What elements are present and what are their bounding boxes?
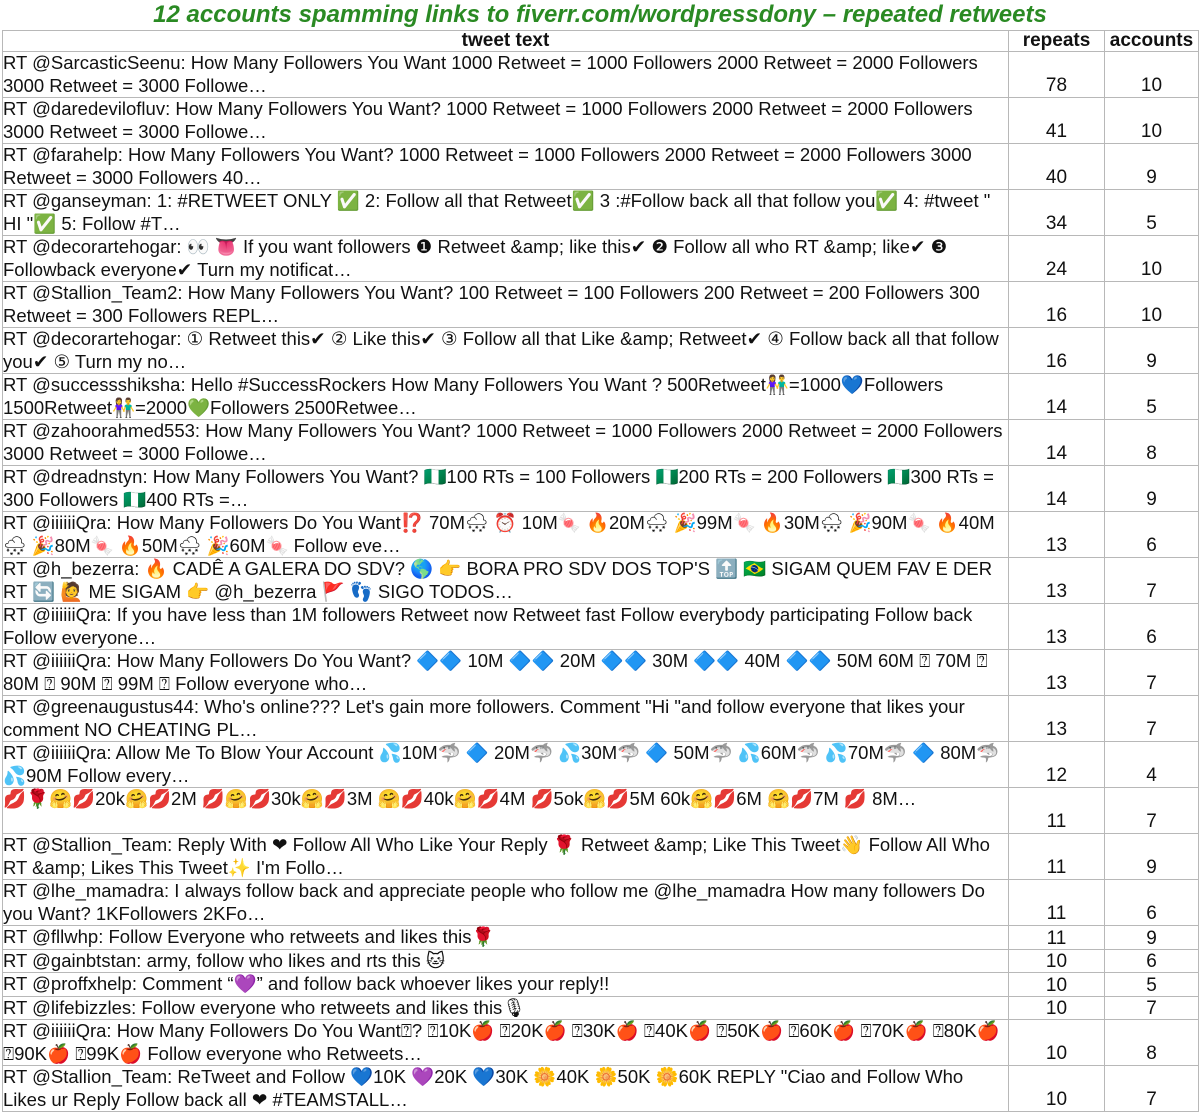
tweet-text-cell: RT @ganseyman: 1: #RETWEET ONLY ✅ 2: Follow all that Retweet✅ 3 :#Follow back all that follow you✅ 4: #tweet " HI "✅ 5: Follow #T… [3,190,1009,236]
repeats-cell: 14 [1009,466,1105,512]
header-tweet-text: tweet text [3,31,1009,52]
repeats-cell: 14 [1009,374,1105,420]
tweet-text-cell: RT @iiiiiiQra: How Many Followers Do You Want⁉️ 70M🌨 ⏰ 10M🍬 🔥20M🌨 🎉99M🍬 🔥30M🌨 🎉90M🍬 🔥40M🌨 🎉80M🍬 🔥50M🌨 🎉60M🍬 Follow eve… [3,512,1009,558]
accounts-cell: 6 [1105,512,1199,558]
tweet-text-cell: RT @iiiiiiQra: If you have less than 1M followers Retweet now Retweet fast Follow everybody participating Follow back Follow everyone… [3,604,1009,650]
accounts-cell: 4 [1105,742,1199,788]
accounts-cell: 7 [1105,558,1199,604]
table-row [3,1066,1199,1112]
accounts-cell: 5 [1105,374,1199,420]
repeats-cell: 10 [1009,1066,1105,1112]
accounts-cell: 6 [1105,949,1199,973]
retweet-table [2,30,1199,1112]
tweet-text-cell: RT @proffxhelp: Comment “💜” and follow back whoever likes your reply!! [3,973,1009,997]
tweet-text-cell: RT @daredevilofluv: How Many Followers You Want? 1000 Retweet = 1000 Followers 2000 Retweet = 2000 Followers 3000 Retweet = 3000 Followe… [3,98,1009,144]
table-row [3,788,1199,834]
accounts-cell: 8 [1105,420,1199,466]
accounts-cell: 5 [1105,973,1199,997]
table-row [3,604,1199,650]
table-row [3,374,1199,420]
table-row [3,144,1199,190]
accounts-cell: 10 [1105,98,1199,144]
accounts-cell: 6 [1105,880,1199,926]
repeats-cell: 16 [1009,282,1105,328]
repeats-cell: 10 [1009,973,1105,997]
repeats-cell: 10 [1009,1020,1105,1066]
repeats-cell: 11 [1009,926,1105,950]
tweet-text-cell: RT @Stallion_Team: ReTweet and Follow 💙10K 💜20K 💙30K 🌼40K 🌼50K 🌼60K REPLY "Ciao and Follow Who Likes ur Reply Follow back all ❤ #TEAMSTALL… [3,1066,1009,1112]
accounts-cell: 7 [1105,696,1199,742]
accounts-cell: 6 [1105,604,1199,650]
tweet-text-cell: RT @fllwhp: Follow Everyone who retweets and likes this🌹 [3,926,1009,950]
accounts-cell: 7 [1105,996,1199,1020]
table-row [3,236,1199,282]
table-row [3,880,1199,926]
tweet-text-cell: RT @h_bezerra: 🔥 CADÊ A GALERA DO SDV? 🌎 👉 BORA PRO SDV DOS TOP'S 🔝 🇧🇷 SIGAM QUEM FAV E DER RT 🔄 🙋 ME SIGAM 👉 @h_bezerra 🚩 👣 SIGO TODOS… [3,558,1009,604]
repeats-cell: 16 [1009,328,1105,374]
table-row [3,926,1199,950]
table-row [3,696,1199,742]
tweet-text-cell: RT @farahelp: How Many Followers You Want? 1000 Retweet = 1000 Followers 2000 Retweet = 2000 Followers 3000 Retweet = 3000 Followers 40… [3,144,1009,190]
tweet-text-cell: RT @lhe_mamadra: I always follow back and appreciate people who follow me @lhe_mamadra How many followers Do you Want? 1KFollowers 2KFo… [3,880,1009,926]
accounts-cell: 9 [1105,144,1199,190]
table-row [3,420,1199,466]
chart-title: 12 accounts spamming links to fiverr.com/wordpressdony – repeated retweets [153,1,1047,28]
accounts-cell: 9 [1105,926,1199,950]
tweet-text-cell: RT @iiiiiiQra: How Many Followers Do You Want⍰? ⍰10K🍎 ⍰20K🍎 ⍰30K🍎 ⍰40K🍎 ⍰50K🍎 ⍰60K🍎 ⍰70K🍎 ⍰80K🍎 ⍰90K🍎 ⍰99K🍎 Follow everyone who Retweets… [3,1020,1009,1066]
repeats-cell: 13 [1009,696,1105,742]
repeats-cell: 10 [1009,996,1105,1020]
table-row [3,190,1199,236]
accounts-cell: 10 [1105,236,1199,282]
tweet-text-cell: RT @lifebizzles: Follow everyone who retweets and likes this🎙 [3,996,1009,1020]
repeats-cell: 41 [1009,98,1105,144]
table-body [3,52,1199,1112]
table-row [3,466,1199,512]
repeats-cell: 11 [1009,788,1105,834]
header-repeats: repeats [1009,31,1105,52]
table-row [3,328,1199,374]
repeats-cell: 11 [1009,880,1105,926]
repeats-cell: 78 [1009,52,1105,98]
repeats-cell: 24 [1009,236,1105,282]
table-row [3,98,1199,144]
tweet-text-cell: RT @Stallion_Team: Reply With ❤ Follow All Who Like Your Reply 🌹 Retweet &amp; Like This Tweet👋 Follow All Who RT &amp; Likes This Tweet✨ I'm Follo… [3,834,1009,880]
table-row [3,558,1199,604]
accounts-cell: 5 [1105,190,1199,236]
table-row [3,973,1199,997]
tweet-text-cell: RT @SarcasticSeenu: How Many Followers You Want 1000 Retweet = 1000 Followers 2000 Retweet = 2000 Followers 3000 Retweet = 3000 Followe… [3,52,1009,98]
tweet-text-cell: RT @Stallion_Team2: How Many Followers You Want? 100 Retweet = 100 Followers 200 Retweet = 200 Followers 300 Retweet = 300 Followers REPL… [3,282,1009,328]
table-row [3,1020,1199,1066]
tweet-text-cell: RT @decorartehogar: ① Retweet this✔ ② Like this✔ ③ Follow all that Like &amp; Retweet✔ ④ Follow back all that follow you✔ ⑤ Turn my no… [3,328,1009,374]
repeats-cell: 13 [1009,650,1105,696]
repeats-cell: 12 [1009,742,1105,788]
header-accounts: accounts [1105,31,1199,52]
repeats-cell: 13 [1009,558,1105,604]
table-row [3,742,1199,788]
accounts-cell: 10 [1105,52,1199,98]
accounts-cell: 9 [1105,834,1199,880]
tweet-text-cell: RT @iiiiiiQra: Allow Me To Blow Your Account 💦10M🦈 🔷 20M🦈 💦30M🦈 🔷 50M🦈 💦60M🦈 💦70M🦈 🔷 80M🦈 💦90M Follow every… [3,742,1009,788]
accounts-cell: 10 [1105,282,1199,328]
accounts-cell: 7 [1105,650,1199,696]
repeats-cell: 34 [1009,190,1105,236]
repeats-cell: 14 [1009,420,1105,466]
repeats-cell: 13 [1009,512,1105,558]
repeats-cell: 13 [1009,604,1105,650]
accounts-cell: 8 [1105,1020,1199,1066]
tweet-text-cell: RT @dreadnstyn: How Many Followers You Want? 🇳🇬100 RTs = 100 Followers 🇳🇬200 RTs = 200 Followers 🇳🇬300 RTs = 300 Followers 🇳🇬400 RTs =… [3,466,1009,512]
tweet-text-cell: RT @decorartehogar: 👀 👅 If you want followers ❶ Retweet &amp; like this✔ ❷ Follow all who RT &amp; like✔ ❸ Followback everyone✔ Turn my notificat… [3,236,1009,282]
accounts-cell: 7 [1105,1066,1199,1112]
repeats-cell: 40 [1009,144,1105,190]
tweet-text-cell: RT @successshiksha: Hello #SuccessRockers How Many Followers You Want ? 500Retweet👫=1000💙Followers 1500Retweet👫=2000💚Followers 2500Retwee… [3,374,1009,420]
table-row [3,834,1199,880]
tweet-text-cell: RT @greenaugustus44: Who's online??? Let's gain more followers. Comment "Hi "and follow everyone that likes your comment NO CHEATING PL… [3,696,1009,742]
repeats-cell: 11 [1009,834,1105,880]
table-row [3,650,1199,696]
table-row [3,52,1199,98]
table-row [3,949,1199,973]
accounts-cell: 7 [1105,788,1199,834]
repeats-cell: 10 [1009,949,1105,973]
table-row [3,512,1199,558]
accounts-cell: 9 [1105,466,1199,512]
tweet-text-cell: RT @iiiiiiQra: How Many Followers Do You Want? 🔷🔷 10M 🔷🔷 20M 🔷🔷 30M 🔷🔷 40M 🔷🔷 50M 60M ⍰ 70M ⍰ 80M ⍰ 90M ⍰ 99M ⍰ Follow everyone who… [3,650,1009,696]
tweet-text-cell: RT @gainbtstan: army, follow who likes and rts this 🐱 [3,949,1009,973]
tweet-text-cell: 💋🌹🤗💋20k🤗💋2M 💋🤗💋30k🤗💋3M 🤗💋40k🤗💋4M 💋5ok🤗💋5M 60k🤗💋6M 🤗💋7M 💋 8M… [3,788,1009,834]
tweet-text-cell: RT @zahoorahmed553: How Many Followers You Want? 1000 Retweet = 1000 Followers 2000 Retweet = 2000 Followers 3000 Retweet = 3000 Followe… [3,420,1009,466]
accounts-cell: 9 [1105,328,1199,374]
table-row [3,282,1199,328]
header-row [3,31,1199,52]
table-row [3,996,1199,1020]
